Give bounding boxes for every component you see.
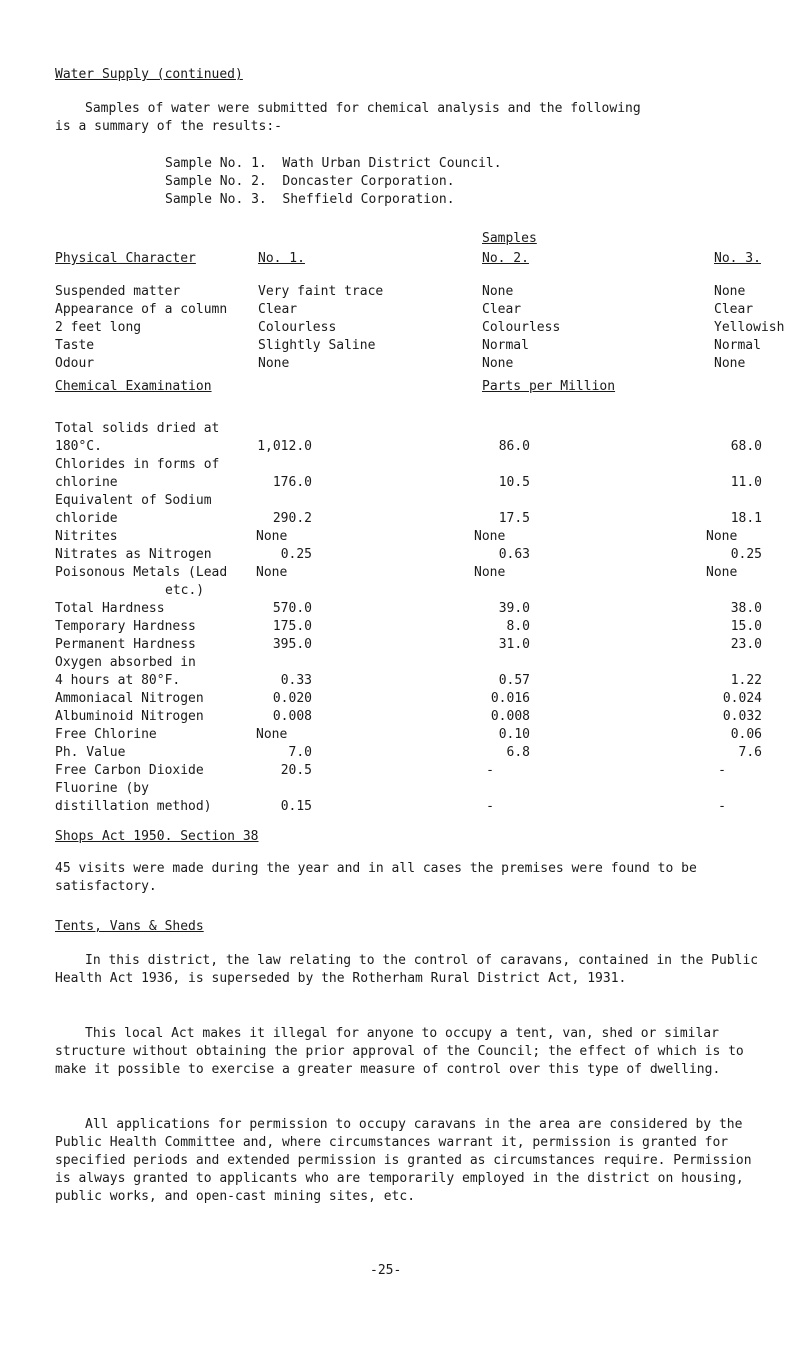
chemical-value-1: 0.33 <box>280 673 312 688</box>
chemical-row-label: 180°C. <box>55 439 102 454</box>
chemical-row-label-line1: Oxygen absorbed in <box>55 655 196 670</box>
chemical-value-1: 395.0 <box>272 637 312 652</box>
chemical-value-2: - <box>486 763 494 778</box>
physical-value-1: Slightly Saline <box>258 338 376 353</box>
chemical-row-label: Temporary Hardness <box>55 619 196 634</box>
chemical-row-label: Free Chlorine <box>55 727 157 742</box>
sample-1-line: Sample No. 1. Wath Urban District Council. <box>165 156 502 171</box>
chemical-value-3: 11.0 <box>730 475 762 490</box>
chemical-row-label: Ph. Value <box>55 745 126 760</box>
samples-heading: Samples <box>482 231 537 246</box>
physical-value-3: Clear <box>714 302 754 317</box>
chemical-value-1: None <box>256 565 288 580</box>
chemical-value-1: 570.0 <box>272 601 312 616</box>
chemical-value-3: 0.06 <box>730 727 762 742</box>
chemical-value-1: 176.0 <box>272 475 312 490</box>
chemical-row-label-line1: Chlorides in forms of <box>55 457 220 472</box>
physical-row-label: 2 feet long <box>55 320 142 335</box>
chemical-row-label: Nitrites <box>55 529 118 544</box>
chemical-value-1: None <box>256 727 288 742</box>
chemical-row-label: chlorine <box>55 475 118 490</box>
chemical-value-1: 0.020 <box>272 691 312 706</box>
physical-value-3: None <box>714 284 746 299</box>
chemical-row-label: distillation method) <box>55 799 212 814</box>
chemical-value-3: 0.024 <box>722 691 762 706</box>
chemical-value-3: 0.032 <box>722 709 762 724</box>
chemical-value-2: 0.10 <box>498 727 530 742</box>
tents-heading: Tents, Vans & Sheds <box>55 919 204 934</box>
chemical-row-label: chloride <box>55 511 118 526</box>
physical-value-1: Very faint trace <box>258 284 384 299</box>
chemical-value-1: 1,012.0 <box>257 439 312 454</box>
chemical-value-1: 0.15 <box>280 799 312 814</box>
sample-2-line: Sample No. 2. Doncaster Corporation. <box>165 174 455 189</box>
physical-row-label: Suspended matter <box>55 284 181 299</box>
intro-line-2: is a summary of the results:- <box>55 119 282 134</box>
chemical-value-1: 7.0 <box>288 745 312 760</box>
physical-row-label: Odour <box>55 356 95 371</box>
physical-value-1: Clear <box>258 302 298 317</box>
chemical-value-1: 175.0 <box>272 619 312 634</box>
physical-value-2: Colourless <box>482 320 561 335</box>
sample-3-line: Sample No. 3. Sheffield Corporation. <box>165 192 455 207</box>
chemical-row-label: Total Hardness <box>55 601 165 616</box>
physical-value-1: None <box>258 356 290 371</box>
physical-value-1: Colourless <box>258 320 337 335</box>
col-header-2: No. 2. <box>482 251 529 266</box>
chemical-value-2: 10.5 <box>498 475 530 490</box>
chemical-value-2: 0.63 <box>498 547 530 562</box>
chemical-value-2: 0.008 <box>490 709 530 724</box>
intro-line-1: Samples of water were submitted for chemical analysis and the following <box>85 101 641 116</box>
physical-value-2: Normal <box>482 338 529 353</box>
chemical-row-label-line3: etc.) <box>165 583 205 598</box>
chemical-row-label: Albuminoid Nitrogen <box>55 709 204 724</box>
chemical-value-2: 0.016 <box>490 691 530 706</box>
col-header-3: No. 3. <box>714 251 761 266</box>
tents-paragraph-1: In this district, the law relating to the control of caravans, contained in the Public Health Act 1936, is superseded by the Rotherham Rural District Act, 1931. <box>55 953 759 986</box>
chemical-value-3: None <box>706 529 738 544</box>
physical-row-label: Appearance of a column <box>55 302 228 317</box>
chemical-value-2: None <box>474 529 506 544</box>
chemical-value-3: 0.25 <box>730 547 762 562</box>
chemical-value-2: 39.0 <box>498 601 530 616</box>
chemical-row-label: Permanent Hardness <box>55 637 196 652</box>
tents-paragraph-2: This local Act makes it illegal for anyone to occupy a tent, van, shed or similar structure without obtaining the prior approval of the Council; the effect of which is to make it possible to exercise a greater measure of control over this type of dwelling. <box>55 1026 744 1077</box>
chemical-value-2: 8.0 <box>506 619 530 634</box>
chemical-value-1: 0.008 <box>272 709 312 724</box>
chemical-value-3: 7.6 <box>738 745 762 760</box>
chemical-row-label: Nitrates as Nitrogen <box>55 547 212 562</box>
chemical-value-3: 18.1 <box>730 511 762 526</box>
physical-value-3: Yellowish <box>714 320 785 335</box>
chemical-value-3: - <box>718 799 726 814</box>
chemical-value-3: 15.0 <box>730 619 762 634</box>
chemical-value-3: 38.0 <box>730 601 762 616</box>
chemical-value-2: 86.0 <box>498 439 530 454</box>
physical-value-3: Normal <box>714 338 761 353</box>
chemical-value-2: None <box>474 565 506 580</box>
chemical-value-3: - <box>718 763 726 778</box>
chemical-row-label: Ammoniacal Nitrogen <box>55 691 204 706</box>
chemical-value-2: 6.8 <box>506 745 530 760</box>
chemical-row-label-line1: Equivalent of Sodium <box>55 493 212 508</box>
shops-heading: Shops Act 1950. Section 38 <box>55 829 259 844</box>
chemical-value-1: 290.2 <box>272 511 312 526</box>
chemical-value-1: 20.5 <box>280 763 312 778</box>
tents-paragraph-3: All applications for permission to occupy caravans in the area are considered by the Public Health Committee and, where circumstances warrant it, permission is granted for specified periods and extended permission is granted as circumstances require. Permission is always granted to applicants who are temporarily employed in the district on housing, public works, and open-cast mining sites, etc. <box>55 1117 752 1204</box>
units-heading: Parts per Million <box>482 379 616 394</box>
physical-row-label: Taste <box>55 338 95 353</box>
physical-heading: Physical Character <box>55 251 196 266</box>
chemical-value-1: None <box>256 529 288 544</box>
chemical-value-2: 0.57 <box>498 673 530 688</box>
chemical-heading: Chemical Examination <box>55 379 212 394</box>
chemical-row-label-line1: Total solids dried at <box>55 421 220 436</box>
chemical-value-2: - <box>486 799 494 814</box>
chemical-value-3: None <box>706 565 738 580</box>
section-title: Water Supply (continued) <box>55 67 243 82</box>
physical-value-2: Clear <box>482 302 522 317</box>
chemical-value-3: 1.22 <box>730 673 762 688</box>
chemical-value-1: 0.25 <box>280 547 312 562</box>
shops-text: 45 visits were made during the year and in all cases the premises were found to be satisfactory. <box>55 861 697 894</box>
chemical-row-label-line1: Fluorine (by <box>55 781 149 796</box>
page-number: -25- <box>370 1263 402 1278</box>
chemical-value-3: 68.0 <box>730 439 762 454</box>
chemical-value-2: 31.0 <box>498 637 530 652</box>
physical-value-2: None <box>482 356 514 371</box>
col-header-1: No. 1. <box>258 251 305 266</box>
chemical-row-label: Free Carbon Dioxide <box>55 763 204 778</box>
chemical-row-label: Poisonous Metals (Lead <box>55 565 228 580</box>
physical-value-3: None <box>714 356 746 371</box>
chemical-row-label: 4 hours at 80°F. <box>55 673 181 688</box>
chemical-value-2: 17.5 <box>498 511 530 526</box>
physical-value-2: None <box>482 284 514 299</box>
chemical-value-3: 23.0 <box>730 637 762 652</box>
